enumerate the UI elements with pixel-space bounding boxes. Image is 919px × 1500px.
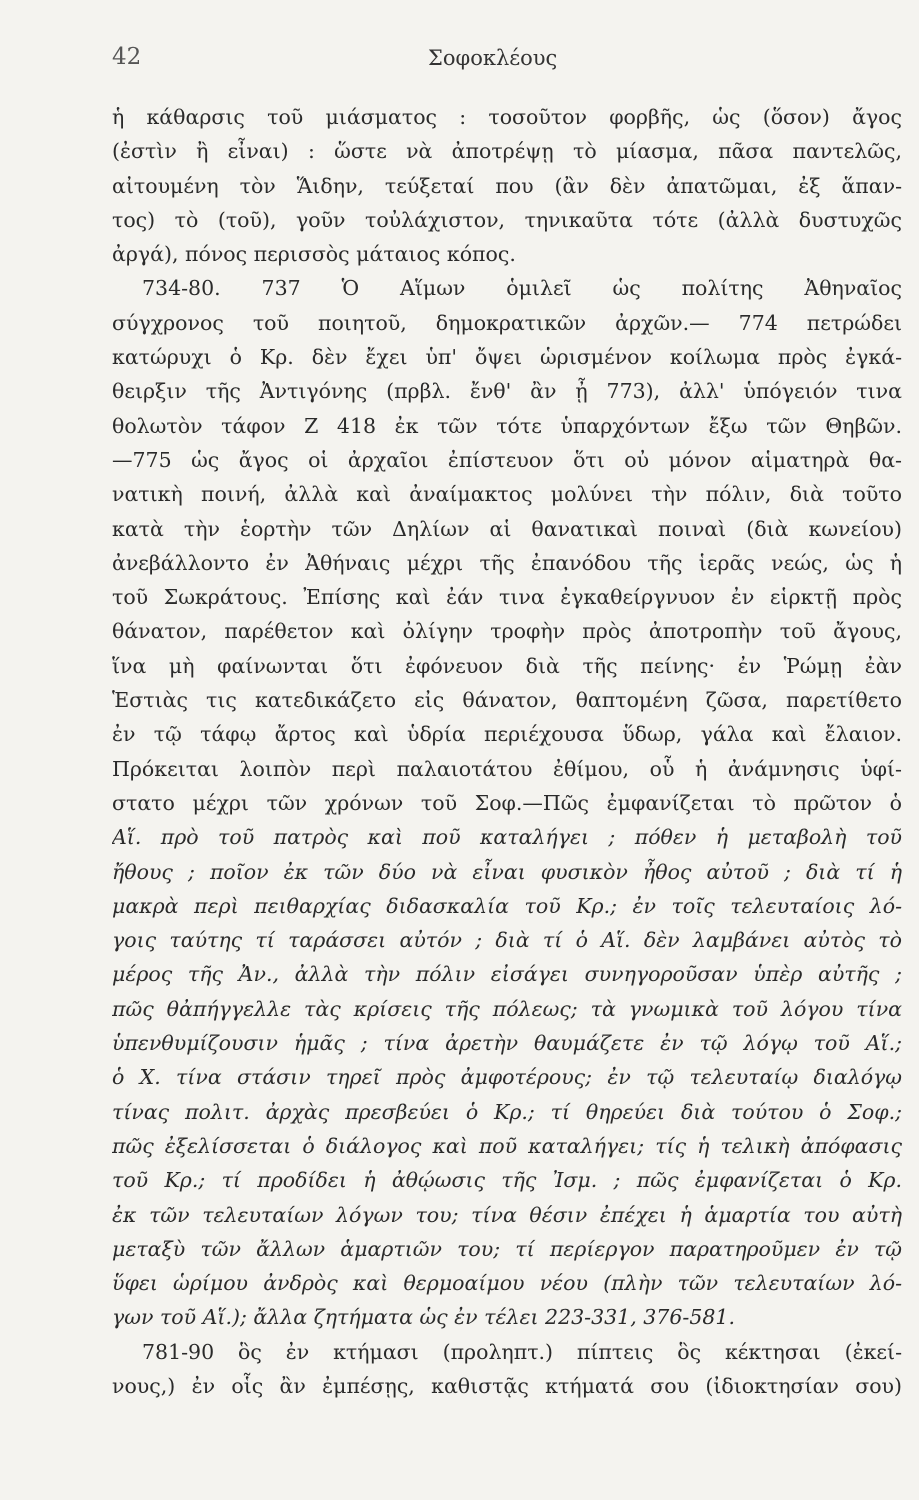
text-line: ἐν τῷ τάφῳ ἄρτος καὶ ὑδρία περιέχουσα ὕδωρ, γάλα καὶ ἔλαιον. (112, 722, 902, 747)
text-line: πῶς ἐξελίσσεται ὁ διάλογος καὶ ποῦ καταλήγει; τίς ἡ τελικὴ ἀπόφασις (112, 1133, 902, 1158)
text-line: ἀργά), πόνος περισσὸς μάταιος κόπος. (112, 242, 516, 267)
text-line: ὑπενθυμίζουσιν ἡμᾶς ; τίνα ἀρετὴν θαυμάζετε ἐν τῷ λόγῳ τοῦ Αἵ.; (112, 1031, 902, 1056)
running-title: Σοφοκλέους (428, 46, 558, 70)
text-line: θολωτὸν τάφον Ζ 418 ἐκ τῶν τότε ὑπαρχόντων ἔξω τῶν Θηβῶν. (112, 413, 902, 438)
text-line: ἀνεβάλλοντο ἐν Ἀθήναις μέχρι τῆς ἐπανόδου τῆς ἱερᾶς νεώς, ὡς ἡ (112, 550, 902, 575)
text-line: μακρὰ περὶ πειθαρχίας διδασκαλία τοῦ Κρ.; ἐν τοῖς τελευταίοις λό- (112, 893, 902, 918)
text-line: θάνατον, παρέθετον καὶ ὀλίγην τροφὴν πρὸς ἀποτροπὴν τοῦ ἄγους, (112, 619, 902, 644)
commentary-text (112, 100, 902, 1403)
text-line: αἰτουμένη τὸν Ἅιδην, τεύξεταί που (ἂν δὲν ἀπατῶμαι, ἐξ ἅπαν- (112, 173, 902, 198)
text-line: Αἵ. πρὸ τοῦ πατρὸς καὶ ποῦ καταλήγει ; πόθεν ἡ μεταβολὴ τοῦ (112, 825, 902, 850)
text-line: κατὰ τὴν ἑορτὴν τῶν Δηλίων αἱ θανατικαὶ ποιναὶ (διὰ κωνείου) (112, 516, 902, 541)
text-line: νους,) ἐν οἷς ἂν ἐμπέσῃς, καθιστᾷς κτήματά σου (ἰδιοκτησίαν σου) (112, 1373, 902, 1398)
text-line: νατικὴ ποινή, ἀλλὰ καὶ ἀναίμακτος μολύνει τὴν πόλιν, διὰ τοῦτο (112, 482, 902, 507)
text-line: ἤθους ; ποῖον ἐκ τῶν δύο νὰ εἶναι φυσικὸν ἦθος αὐτοῦ ; διὰ τί ἡ (112, 859, 902, 884)
text-line: μέρος τῆς Ἀν., ἀλλὰ τὴν πόλιν εἰσάγει συνηγοροῦσαν ὑπὲρ αὐτῆς ; (112, 962, 902, 987)
text-line: ἵνα μὴ φαίνωνται ὅτι ἐφόνευον διὰ τῆς πείνης· ἐν Ῥώμῃ ἐὰν (112, 653, 902, 678)
text-line: —775 ὡς ἄγος οἱ ἀρχαῖοι ἐπίστευον ὅτι οὐ μόνον αἱματηρὰ θα- (112, 447, 902, 472)
text-line: γων τοῦ Αἵ.); ἄλλα ζητήματα ὡς ἐν τέλει 223-331, 376-581. (112, 1305, 735, 1330)
text-line: Ἑστιὰς τις κατεδικάζετο εἰς θάνατον, θαπτομένη ζῶσα, παρετίθετο (112, 688, 902, 713)
text-line: ἐκ τῶν τελευταίων λόγων του; τίνα θέσιν ἐπέχει ἡ ἁμαρτία του αὐτὴ (112, 1202, 902, 1227)
text-line: μεταξὺ τῶν ἄλλων ἁμαρτιῶν του; τί περίεργον παρατηροῦμεν ἐν τῷ (112, 1236, 902, 1261)
text-line: ἡ κάθαρσις τοῦ μιάσματος : τοσοῦτον φορβῆς, ὡς (ὅσον) ἄγος (112, 105, 902, 129)
text-line: τος) τὸ (τοῦ), γοῦν τοὐλάχιστον, τηνικαῦτα τότε (ἀλλὰ δυστυχῶς (112, 207, 902, 232)
text-line: ὁ Χ. τίνα στάσιν τηρεῖ πρὸς ἀμφοτέρους; ἐν τῷ τελευταίῳ διαλόγῳ (112, 1065, 902, 1090)
section-heading-line: 734-80. 737 Ὁ Αἵμων ὁμιλεῖ ὡς πολίτης Ἀθηναῖος (142, 276, 902, 301)
section-heading-line: 781-90 ὃς ἐν κτήμασι (προληπτ.) πίπτεις ὃς κέκτησαι (ἐκεί- (142, 1339, 902, 1364)
text-line: πῶς θἀπήγγελλε τὰς κρίσεις τῆς πόλεως; τὰ γνωμικὰ τοῦ λόγου τίνα (112, 996, 902, 1021)
text-line: σύγχρονος τοῦ ποιητοῦ, δημοκρατικῶν ἀρχῶν.— 774 πετρώδει (112, 310, 902, 335)
text-line: (ἐστὶν ἢ εἶναι) : ὥστε νὰ ἀποτρέψῃ τὸ μίασμα, πᾶσα παντελῶς, (112, 139, 902, 164)
text-line: ὕφει ὡρίμου ἀνδρὸς καὶ θερμοαίμου νέου (πλὴν τῶν τελευταίων λό- (112, 1271, 902, 1296)
text-line: Πρόκειται λοιπὸν περὶ παλαιοτάτου ἐθίμου, οὗ ἡ ἀνάμνησις ὑφί- (112, 756, 902, 781)
text-line: τοῦ Κρ.; τί προδίδει ἡ ἀθῴωσις τῆς Ἰσμ. ; πῶς ἐμφανίζεται ὁ Κρ. (112, 1168, 902, 1193)
page-number: 42 (112, 44, 142, 70)
text-line: κατώρυχι ὁ Κρ. δὲν ἔχει ὑπ' ὄψει ὡρισμένον κοίλωμα πρὸς ἐγκά- (112, 345, 902, 370)
text-line: στατο μέχρι τῶν χρόνων τοῦ Σοφ.—Πῶς ἐμφανίζεται τὸ πρῶτον ὁ (112, 790, 902, 815)
page-header (112, 44, 879, 78)
text-line: γοις ταύτης τί ταράσσει αὐτόν ; διὰ τί ὁ Αἵ. δὲν λαμβάνει αὐτὸς τὸ (112, 928, 902, 953)
text-line: τοῦ Σωκράτους. Ἐπίσης καὶ ἐάν τινα ἐγκαθείργνυον ἐν εἱρκτῇ πρὸς (112, 585, 902, 610)
text-line: θειρξιν τῆς Ἀντιγόνης (πρβλ. ἔνθ' ἂν ᾖ 773), ἀλλ' ὑπόγειόν τινα (112, 379, 902, 404)
text-line: τίνας πολιτ. ἀρχὰς πρεσβεύει ὁ Κρ.; τί θηρεύει διὰ τούτου ὁ Σοφ.; (112, 1099, 902, 1124)
